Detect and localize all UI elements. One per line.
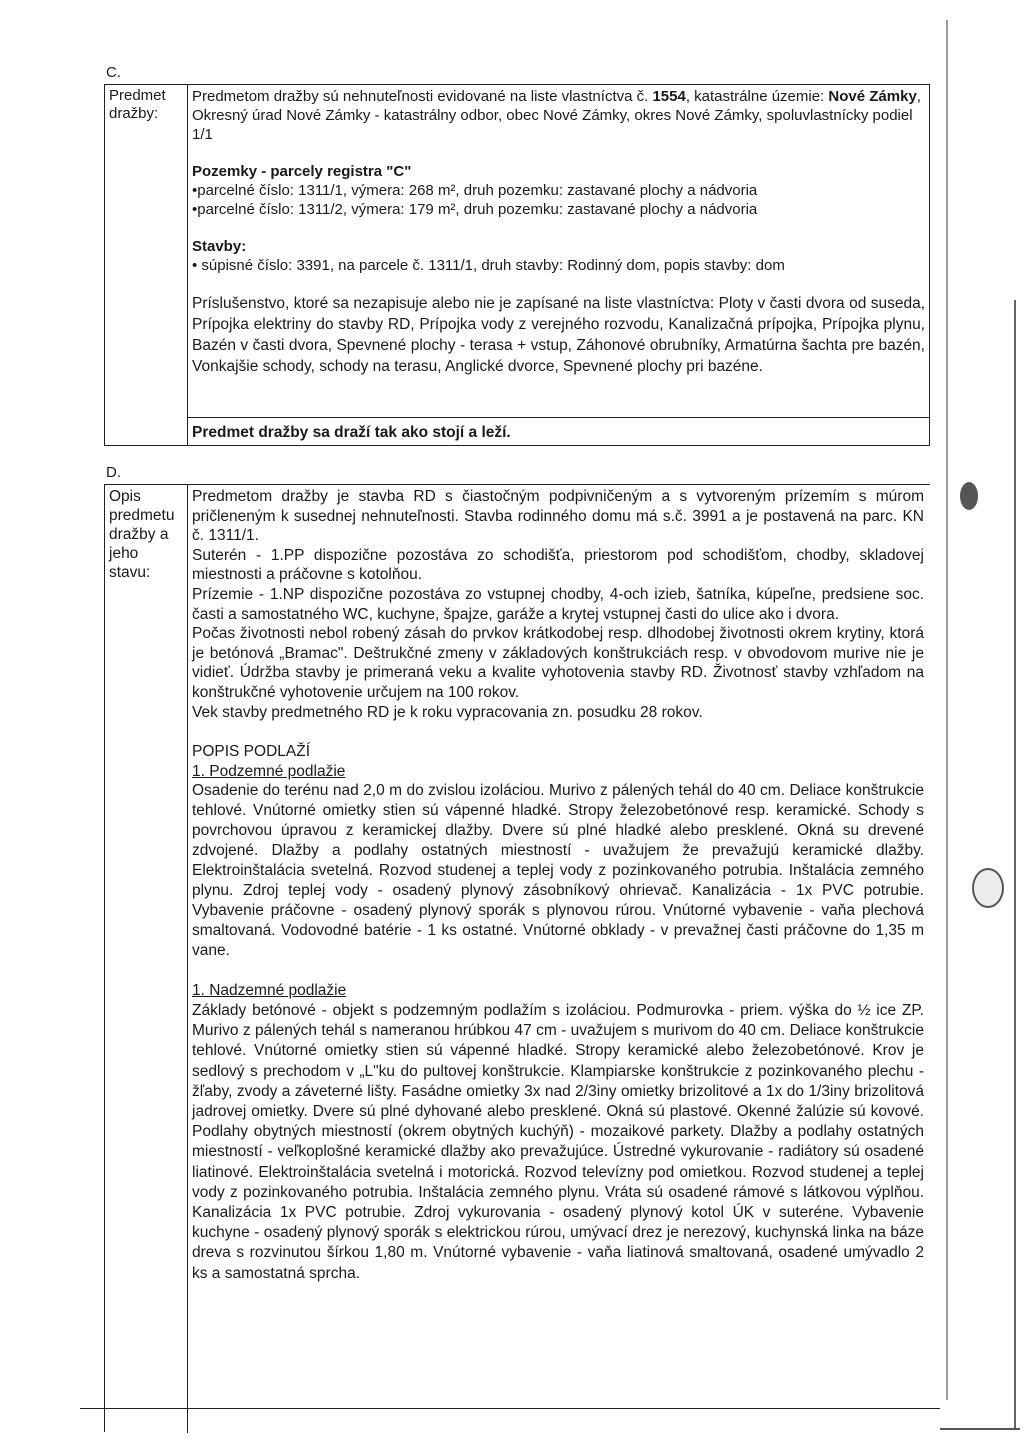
opis-paragraph-3: Prízemie - 1.NP dispozične pozostáva zo vstupnej chodby, 4-och izieb, šatníka, kúpeľne, predsiene soc. časti a samostatného WC, kuchyne, špajze, garáže a krytej vstupnej časti do ulice ako i dvora. — [192, 585, 924, 623]
intro-text-3: , Okresný úrad Nové Zámky - katastrálny odbor, obec Nové Zámky, okres Nové Zámky, spoluvlastnícky podiel 1/1 — [192, 88, 921, 143]
pozemky-heading: Pozemky - parcely registra "C" — [192, 163, 412, 180]
punch-hole-icon — [960, 482, 978, 510]
opis-paragraph-5: Vek stavby predmetného RD je k roku vypracovania zn. posudku 28 rokov. — [192, 703, 703, 721]
section-d-table — [104, 484, 930, 1432]
parcel-item: •parcelné číslo: 1311/2, výmera: 179 m², druh pozemku: zastavané plochy a nádvoria — [192, 201, 758, 218]
section-letter-d: D. — [106, 464, 121, 481]
ku-name: Nové Zámky — [828, 88, 917, 105]
section-letter-c: C. — [106, 64, 121, 81]
parcel-item: •parcelné číslo: 1311/1, výmera: 268 m², druh pozemku: zastavané plochy a nádvoria — [192, 182, 758, 199]
scan-edge-bottom — [940, 1428, 1020, 1430]
intro-text-2: , katastrálne územie: — [685, 88, 829, 105]
punch-hole-icon — [972, 868, 1004, 908]
scan-edge-right-outer — [1014, 300, 1016, 1430]
section-c-table — [104, 84, 930, 446]
closing-divider — [188, 417, 929, 418]
intro-text-1: Predmetom dražby sú nehnuteľnosti evidované na liste vlastníctva č. — [192, 88, 653, 105]
nadzemne-podlazie-heading: 1. Nadzemné podlažie — [192, 982, 347, 1000]
podzemne-podlazie-heading: 1. Podzemné podlažie — [192, 762, 346, 780]
section-c-content — [188, 85, 929, 377]
opis-paragraph-2: Suterén - 1.PP dispozične pozostáva zo schodišťa, priestorom pod schodišťom, chodby, skladovej miestnosti a práčovne s kotolňou. — [192, 546, 924, 584]
lv-number: 1554 — [652, 88, 686, 105]
section-d-label: Opis predmetu dražby a jeho stavu: — [109, 488, 175, 581]
section-c-label: Predmet dražby: — [109, 87, 166, 122]
section-c-label-cell — [105, 85, 188, 445]
popis-podlazi-heading: POPIS PODLAŽÍ — [192, 743, 311, 761]
section-c-closing: Predmet dražby sa draží tak ako stojí a leží. — [192, 424, 511, 441]
podzemne-podlazie-text: Osadenie do terénu nad 2,0 m do zvislou izoláciou. Murivo z pálených tehál do 40 cm. Deliace konštrukcie tehlové. Vnútorné omietky stien sú vápenné hladké. Stropy železobetónové resp. keramické. Schody s povrchovou úpravou z keramickej dlažby. Dvere sú plné hladké alebo presklené. Okná su drevené zdvojené. Dlažby a podlahy ostatných miestností - uvažujem že prevažujú keramické dlažby. Elektroinštalácia svetelná. Rozvod studenej a teplej vody z pozinkovaného potrubia. Inštalácia zemného plynu. Zdroj teplej vody - osadený plynový zásobníkový ohrievač. Kanalizácia - 1x PVC potrubie. Vybavenie práčovne - osadený plynový sporák s plynovou rúrou. Vnútorné vybavenie - vaňa plechová smaltovaná. Vodovodné batérie - 1 ks ostatné. Vnútorné obklady - v prevažnej časti práčovne do 1,35 m vane. — [192, 782, 924, 960]
section-c-intro — [192, 87, 925, 144]
opis-paragraph-4: Počas životnosti nebol robený zásah do prvkov krátkodobej resp. dlhodobej životnosti okrem krytiny, ktorá je betónová „Bramac". Deštrukčné zmeny v základových konštrukciách resp. v obvodovom murive nie je vidieť. Údržba stavby je primeraná veku a kvalite vyhotovenia stavby RD. Životnosť stavby vzhľadom na konštrukčné vyhotovenie určujem na 100 rokov. — [192, 625, 924, 701]
page-bottom-line — [80, 1408, 940, 1409]
opis-paragraph-1: Predmetom dražby je stavba RD s čiastočným podpivničeným a s vytvoreným prízemím s múrom pričleneným k susednej nehnuteľnosti. Stavba rodinného domu má s.č. 3991 a je postavená na parc. KN č. 1311/1. — [192, 488, 924, 545]
stavby-heading: Stavby: — [192, 238, 247, 255]
section-d-label-cell — [105, 485, 188, 1433]
section-d-content — [188, 485, 930, 1284]
prislusenstvo-text: Príslušenstvo, ktoré sa nezapisuje alebo nie je zapísané na liste vlastníctva: Ploty v časti dvora od suseda, Prípojka elektriny do stavby RD, Prípojka vody z verejného rozvodu, Kanalizačná prípojka, Prípojka plynu, Bazén v časti dvora, Spevnené plochy - terasa + vstup, Záhonové obrubníky, Armatúrna šachta pre bazén, Vonkajšie schody, schody na terasu, Anglické dvorce, Spevnené plochy pri bazéne. — [192, 295, 925, 375]
scan-edge-right — [946, 20, 948, 1400]
stavba-item: • súpisné číslo: 3391, na parcele č. 1311/1, druh stavby: Rodinný dom, popis stavby: dom — [192, 257, 785, 274]
nadzemne-podlazie-text: Základy betónové - objekt s podzemným podlažím s izoláciou. Podmurovka - priem. výška do ½ ice ZP. Murivo z pálených tehál s nameranou hrúbkou 47 cm - uvažujem s murivom do 40 cm. Deliace konštrukcie tehlové. Vnútorné omietky stien sú vápenné hladké. Stropy keramické alebo železobetónové. Krov je sedlový s prechodom v „L"ku do pultovej konštrukcie. Klampiarske konštrukcie z pozinkovaného plechu - žľaby, zvody a záveterné lišty. Fasádne omietky 3x nad 2/3iny omietky brizolitové a 1x do 1/3iny brizolitová jadrovej omietky. Dvere sú plné dyhované alebo presklené. Okná sú plastové. Okenné žalúzie sú kovové. Podlahy obytných miestností (okrem obytných kuchýň) - mozaikové parkety. Dlažby a podlahy ostatných miestností - veľkoplošné keramické dlažby ako prevažujúce. Ústredné vykurovanie - radiátory sú osadené liatinové. Elektroinštalácia svetelná i motorická. Rozvod televízny pod omietkou. Rozvod studenej a teplej vody z pozinkovaného potrubia. Inštalácia zemného plynu. Vráta sú osadené rámové s látkovou výplňou. Kanalizácia 1x PVC potrubie. Zdroj vykurovania - osadený plynový kotol ÚK v suteréne. Vybavenie kuchyne - osadený plynový sporák s elektrickou rúrou, umývací drez je nerezový, kuchynská linka na báze dreva s rozvinutou šírkou 1,80 m. Vnútorné vybavenie - vaňa liatinová smaltovaná, osadené umývadlo 2 ks a samostatná sprcha. — [192, 1001, 924, 1282]
